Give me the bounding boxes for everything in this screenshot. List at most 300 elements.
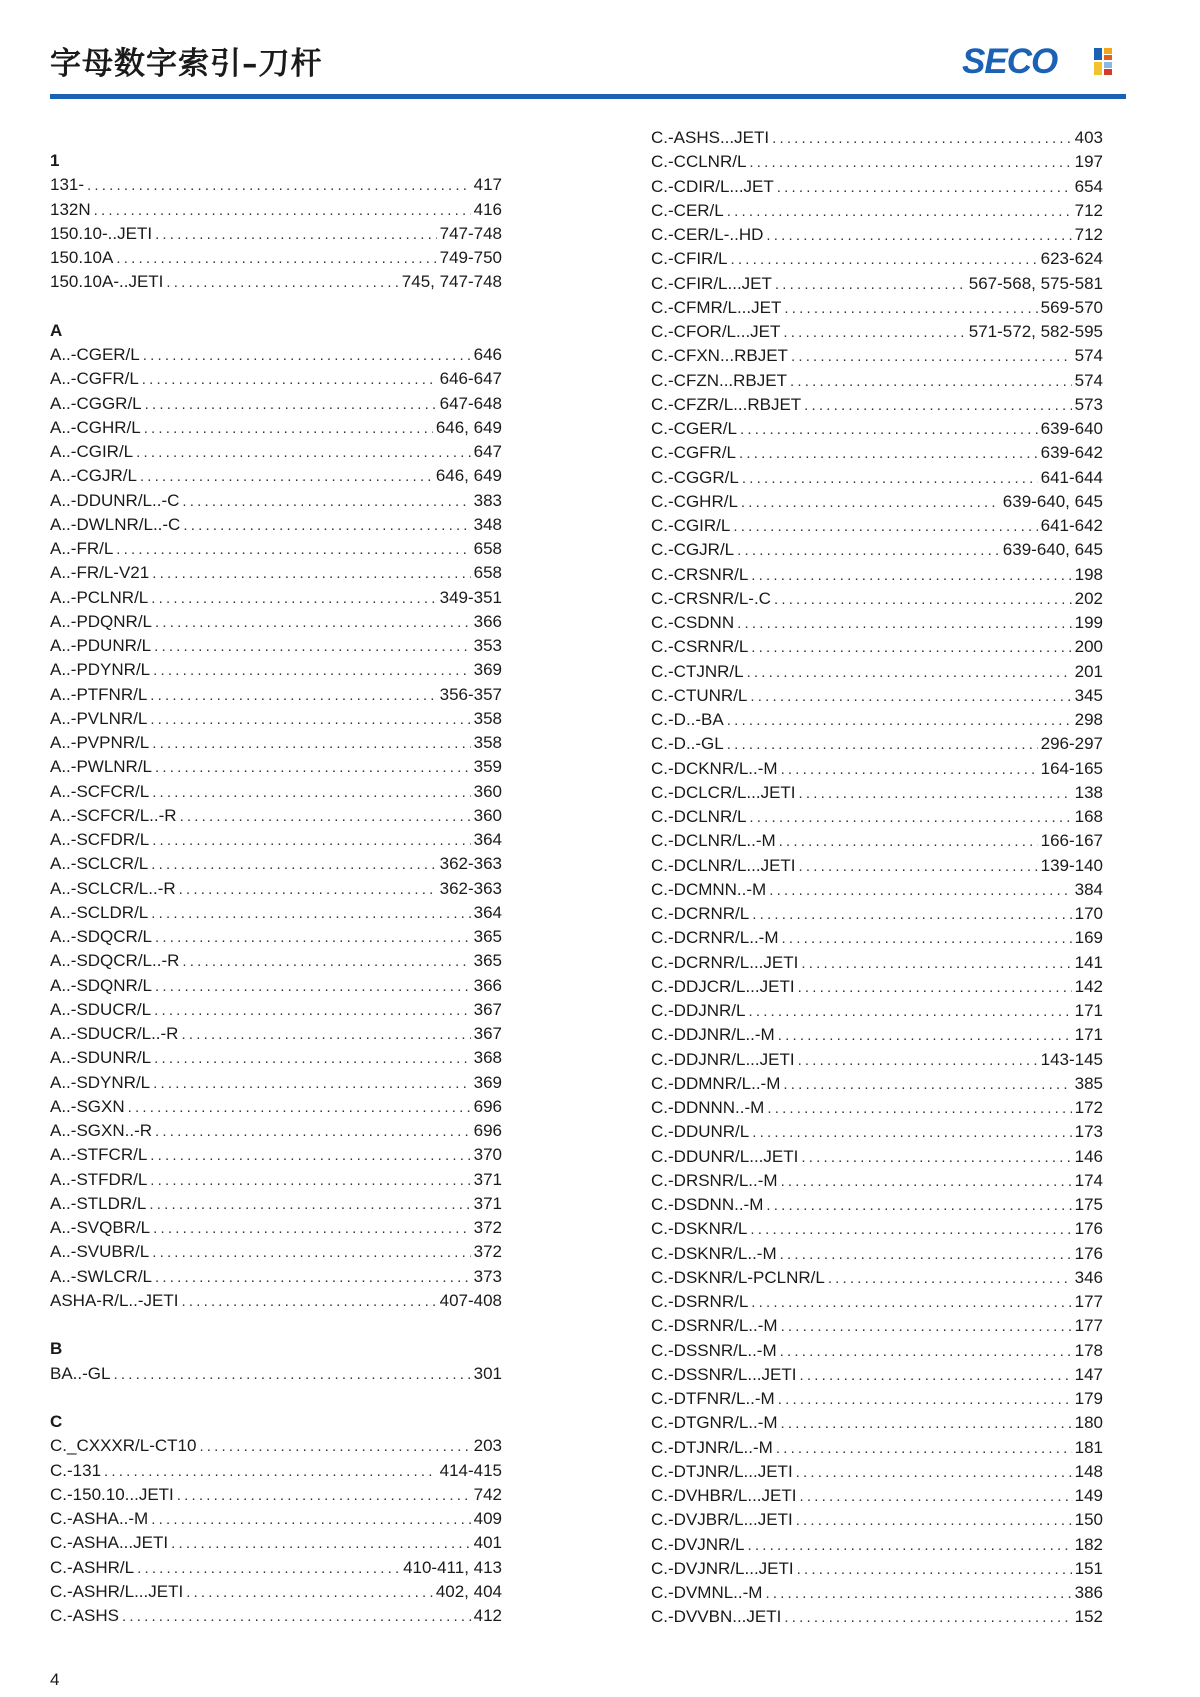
- index-entry: [50, 513, 502, 537]
- entry-page: 349-351: [439, 587, 502, 607]
- entry-page: 410-411, 413: [403, 1557, 502, 1577]
- dot-leader: [150, 1144, 470, 1168]
- index-entry: [651, 1484, 1103, 1508]
- index-entry: [50, 489, 502, 513]
- entry-page: 369: [473, 1072, 502, 1092]
- entry-code: C.-CCLNR/L: [651, 152, 747, 172]
- dot-leader: [769, 879, 1071, 903]
- entry-page: 371: [473, 1193, 502, 1213]
- dot-leader: [152, 1241, 470, 1265]
- index-entry: [651, 441, 1103, 465]
- entry-code: A..-CGIR/L: [50, 442, 134, 461]
- dot-leader: [151, 587, 436, 611]
- entry-code: A..-SGXN: [50, 1096, 125, 1116]
- index-entry: [50, 852, 502, 876]
- dot-leader: [776, 1437, 1072, 1461]
- entry-code: A..-SWLCR/L: [50, 1266, 153, 1286]
- dot-leader: [155, 1266, 471, 1290]
- index-entry: [50, 634, 502, 658]
- index-entry: [651, 1096, 1103, 1120]
- dot-leader: [182, 490, 470, 514]
- entry-page: 372: [473, 1218, 502, 1237]
- entry-code: C.-CRSNR/L: [651, 564, 749, 584]
- index-entry: [651, 417, 1103, 441]
- section-letter: B: [50, 1339, 63, 1359]
- dot-leader: [727, 733, 1038, 757]
- entry-page: 365: [473, 927, 502, 946]
- entry-code: C.-DDUNR/L: [651, 1122, 750, 1142]
- dot-leader: [790, 370, 1072, 394]
- entry-code: C.-CFIR/L: [651, 249, 728, 269]
- entry-page: 182: [1074, 1534, 1103, 1554]
- entry-page: 358: [473, 733, 502, 752]
- dot-leader: [750, 685, 1071, 709]
- entry-code: 132N: [50, 199, 91, 219]
- entry-page: 386: [1074, 1583, 1103, 1602]
- dot-leader: [137, 1557, 400, 1581]
- index-entry: [50, 755, 502, 779]
- dot-leader: [152, 829, 470, 853]
- entry-page: 356-357: [439, 684, 502, 704]
- entry-code: C.-CRSNR/L-.C: [651, 588, 771, 608]
- dot-leader: [741, 491, 1000, 515]
- entry-page: 745, 747-748: [401, 272, 502, 292]
- entry-code: C.-DCMNN..-M: [651, 879, 767, 899]
- index-entry: [651, 1605, 1103, 1629]
- entry-page: 646, 649: [435, 417, 502, 437]
- dot-leader: [116, 538, 470, 562]
- index-entry: [50, 1362, 502, 1386]
- index-entry: [651, 175, 1103, 199]
- entry-code: C.-131: [50, 1460, 102, 1480]
- index-entry: [651, 1266, 1103, 1290]
- index-entry: [651, 272, 1103, 296]
- entry-page: 639-640, 645: [1002, 540, 1103, 560]
- dot-leader: [177, 1484, 471, 1508]
- index-entry: [651, 902, 1103, 926]
- dot-leader: [142, 368, 437, 392]
- index-entry: [50, 392, 502, 416]
- section-gap: [50, 1386, 502, 1410]
- entry-code: C.-DCKNR/L..-M: [651, 758, 778, 778]
- index-entry: [651, 563, 1103, 587]
- index-entry: [50, 998, 502, 1022]
- entry-code: A..-PWLNR/L: [50, 757, 153, 777]
- index-entry: [651, 757, 1103, 781]
- dot-leader: [779, 830, 1038, 854]
- entry-page: 742: [473, 1484, 502, 1504]
- entry-code: A..-STFDR/L: [50, 1169, 148, 1189]
- entry-code: C.-DDUNR/L...JETI: [651, 1146, 799, 1166]
- index-entry: [651, 926, 1103, 950]
- entry-code: C.-DCRNR/L..-M: [651, 928, 779, 948]
- dot-leader: [781, 1315, 1072, 1339]
- dot-leader: [748, 1534, 1072, 1558]
- entry-page: 417: [473, 175, 502, 195]
- entry-page: 712: [1074, 200, 1103, 220]
- dot-leader: [740, 418, 1038, 442]
- entry-code: A..-PDYNR/L: [50, 660, 151, 680]
- index-entry: [651, 1217, 1103, 1241]
- entry-page: 152: [1074, 1607, 1103, 1627]
- entry-code: A..-SCFCR/L..-R: [50, 805, 177, 825]
- entry-page: 414-415: [439, 1460, 502, 1480]
- dot-leader: [140, 465, 433, 489]
- dot-leader: [150, 684, 436, 708]
- dot-leader: [731, 248, 1038, 272]
- entry-page: 172: [1074, 1098, 1103, 1117]
- dot-leader: [186, 1581, 433, 1605]
- index-entry: [651, 1314, 1103, 1338]
- index-entry: [50, 1289, 502, 1313]
- dot-leader: [742, 467, 1038, 491]
- dot-leader: [122, 1605, 471, 1629]
- dot-leader: [775, 273, 966, 297]
- entry-code: A..-SGXN..-R: [50, 1121, 153, 1140]
- entry-code: C.-DCRNR/L: [651, 904, 750, 923]
- entry-code: C.-CTJNR/L: [651, 661, 744, 681]
- entry-code: C.-CGGR/L: [651, 467, 739, 487]
- entry-code: C.-DVMNL..-M: [651, 1583, 763, 1602]
- dot-leader: [154, 1047, 471, 1071]
- index-entry: [50, 974, 502, 998]
- index-entry: [50, 901, 502, 925]
- index-entry: [50, 1507, 502, 1531]
- entry-code: C.-CDIR/L...JET: [651, 176, 774, 196]
- dot-leader: [116, 247, 436, 271]
- dot-leader: [782, 927, 1072, 951]
- entry-code: C.-DSDNN..-M: [651, 1195, 764, 1214]
- entry-page: 747-748: [439, 223, 502, 243]
- entry-page: 177: [1074, 1292, 1103, 1311]
- entry-page: 696: [473, 1121, 502, 1140]
- dot-leader: [796, 1461, 1072, 1485]
- index-entry: [651, 732, 1103, 756]
- entry-page: 641-644: [1040, 467, 1103, 487]
- entry-code: C.-DDJNR/L: [651, 1001, 746, 1020]
- entry-page: 178: [1074, 1340, 1103, 1360]
- entry-page: 142: [1074, 976, 1103, 996]
- entry-page: 176: [1074, 1243, 1103, 1263]
- dot-leader: [781, 1412, 1072, 1436]
- index-entry: [651, 878, 1103, 902]
- entry-page: 647-648: [439, 393, 502, 413]
- entry-code: A..-PTFNR/L: [50, 684, 148, 704]
- dot-leader: [155, 611, 471, 635]
- entry-page: 175: [1074, 1195, 1103, 1214]
- dot-leader: [87, 174, 471, 198]
- entry-page: 367: [473, 999, 502, 1019]
- dot-leader: [737, 539, 1000, 563]
- entry-code: C.-DVJBR/L...JETI: [651, 1510, 793, 1530]
- entry-page: 358: [473, 708, 502, 728]
- entry-code: C.-DDJNR/L..-M: [651, 1025, 775, 1045]
- entry-code: C.-DTFNR/L..-M: [651, 1389, 775, 1408]
- dot-leader: [737, 612, 1072, 636]
- entry-code: C.-DVJNR/L...JETI: [651, 1558, 794, 1578]
- dot-leader: [797, 1558, 1072, 1582]
- index-entry: [50, 367, 502, 391]
- entry-page: 416: [473, 199, 502, 219]
- entry-code: C.-DVJNR/L: [651, 1534, 745, 1554]
- dot-leader: [749, 151, 1071, 175]
- index-entry: [50, 537, 502, 561]
- section-letter: A: [50, 320, 63, 340]
- dot-leader: [799, 1364, 1071, 1388]
- entry-code: C.-DDJNR/L...JETI: [651, 1049, 795, 1069]
- dot-leader: [150, 1169, 470, 1193]
- index-entry: [651, 1533, 1103, 1557]
- entry-page: 402, 404: [435, 1581, 502, 1601]
- index-entry: [50, 804, 502, 828]
- index-entry: [651, 1557, 1103, 1581]
- index-entry: [651, 223, 1103, 247]
- index-entry: [50, 1483, 502, 1507]
- entry-page: 296-297: [1040, 734, 1103, 754]
- entry-page: 197: [1074, 152, 1103, 172]
- entry-page: 179: [1074, 1389, 1103, 1408]
- index-entry: [651, 1508, 1103, 1532]
- index-entry: [50, 1434, 502, 1458]
- dot-leader: [149, 1193, 470, 1217]
- dot-leader: [166, 271, 398, 295]
- entry-page: 298: [1074, 710, 1103, 729]
- entry-page: 173: [1074, 1122, 1103, 1142]
- dot-leader: [828, 1267, 1072, 1291]
- index-entry: [50, 1580, 502, 1604]
- dot-leader: [104, 1460, 437, 1484]
- entry-page: 360: [473, 781, 502, 801]
- dot-leader: [783, 1073, 1071, 1097]
- entry-code: C.-CFXN...RBJET: [651, 346, 788, 366]
- seco-logo: [962, 42, 1127, 81]
- entry-code: C.-DTJNR/L..-M: [651, 1437, 773, 1457]
- dot-leader: [752, 1121, 1071, 1145]
- dot-leader: [152, 562, 470, 586]
- dot-leader: [145, 393, 437, 417]
- entry-page: 412: [473, 1606, 502, 1625]
- index-entry: [651, 1411, 1103, 1435]
- dot-leader: [747, 661, 1072, 685]
- dot-leader: [152, 732, 470, 756]
- entry-page: 364: [473, 830, 502, 849]
- dot-leader: [733, 515, 1037, 539]
- index-entry: [651, 126, 1103, 150]
- entry-page: 401: [473, 1533, 502, 1553]
- entry-code: C.-ASHR/L...JETI: [50, 1581, 184, 1601]
- entry-code: A..-SDUNR/L: [50, 1048, 152, 1068]
- page-title: 字母数字索引–刀杆: [50, 46, 323, 82]
- dot-leader: [727, 200, 1072, 224]
- entry-code: 150.10A: [50, 248, 114, 267]
- dot-leader: [798, 976, 1072, 1000]
- index-entry: [50, 222, 502, 246]
- dot-leader: [155, 1120, 471, 1144]
- entry-page: 147: [1074, 1364, 1103, 1384]
- entry-code: C.-DVVBN...JETI: [651, 1607, 782, 1627]
- entry-page: 166-167: [1040, 831, 1103, 851]
- entry-page: 369: [473, 660, 502, 680]
- entry-code: C.-DSRNR/L..-M: [651, 1316, 778, 1336]
- index-entry: [651, 1387, 1103, 1411]
- entry-code: A..-SCFDR/L: [50, 830, 150, 849]
- entry-code: C.-DSKNR/L-PCLNR/L: [651, 1267, 825, 1287]
- entry-code: A..-CGJR/L: [50, 466, 137, 486]
- entry-page: 385: [1074, 1073, 1103, 1093]
- entry-code: C.-DSSNR/L...JETI: [651, 1364, 797, 1384]
- dot-leader: [739, 442, 1038, 466]
- entry-page: 749-750: [439, 248, 502, 267]
- entry-code: C.-CSDNN: [651, 613, 735, 632]
- dot-leader: [777, 176, 1072, 200]
- entry-page: 202: [1074, 588, 1103, 608]
- entry-code: A..-PVLNR/L: [50, 708, 148, 728]
- index-entry: [651, 1048, 1103, 1072]
- entry-code: C.-CGHR/L: [651, 491, 738, 511]
- entry-code: C.-CGFR/L: [651, 443, 736, 463]
- entry-page: 646-647: [439, 369, 502, 389]
- index-entry: [651, 805, 1103, 829]
- index-entry: [651, 854, 1103, 878]
- logo-color-blocks-icon: [1094, 48, 1120, 76]
- entry-code: C.-CSRNR/L: [651, 637, 749, 657]
- entry-page: 367: [473, 1024, 502, 1043]
- index-entry: [50, 877, 502, 901]
- entry-page: 573: [1074, 394, 1103, 414]
- entry-code: A..-SDQCR/L..-R: [50, 951, 180, 971]
- dot-leader: [153, 1217, 470, 1241]
- entry-code: C.-DDMNR/L..-M: [651, 1073, 781, 1093]
- dot-leader: [766, 1194, 1071, 1218]
- entry-page: 658: [473, 563, 502, 583]
- entry-page: 623-624: [1040, 249, 1103, 269]
- entry-page: 177: [1074, 1316, 1103, 1336]
- index-entry: [651, 320, 1103, 344]
- entry-code: A..-FR/L: [50, 539, 114, 558]
- index-entry: [50, 925, 502, 949]
- index-entry: [651, 490, 1103, 514]
- dot-leader: [765, 1582, 1071, 1606]
- index-entry: [50, 1216, 502, 1240]
- entry-page: 201: [1074, 661, 1103, 681]
- entry-page: 712: [1074, 225, 1103, 244]
- index-entry: [50, 683, 502, 707]
- entry-page: 301: [473, 1363, 502, 1383]
- dot-leader: [183, 514, 470, 538]
- dot-leader: [152, 781, 470, 805]
- dot-leader: [750, 1218, 1071, 1242]
- entry-page: 370: [473, 1145, 502, 1165]
- index-entry: [651, 1242, 1103, 1266]
- index-entry: [651, 1363, 1103, 1387]
- entry-code: ASHA-R/L..-JETI: [50, 1290, 179, 1310]
- entry-code: C.-CER/L: [651, 200, 724, 220]
- entry-page: 360: [473, 805, 502, 825]
- entry-code: A..-SDYNR/L: [50, 1072, 151, 1092]
- entry-page: 168: [1074, 807, 1103, 826]
- entry-page: 403: [1074, 128, 1103, 147]
- entry-code: A..-STLDR/L: [50, 1193, 147, 1213]
- entry-page: 567-568, 575-581: [968, 273, 1103, 293]
- index-entry: [651, 466, 1103, 490]
- entry-page: 407-408: [439, 1290, 502, 1310]
- entry-page: 365: [473, 951, 502, 971]
- dot-leader: [94, 199, 471, 223]
- entry-page: 353: [473, 636, 502, 655]
- dot-leader: [171, 1532, 471, 1556]
- entry-code: C.-DSKNR/L: [651, 1219, 748, 1239]
- index-entry: [50, 1556, 502, 1580]
- index-entry: [651, 1169, 1103, 1193]
- dot-leader: [781, 758, 1038, 782]
- dot-leader: [783, 321, 965, 345]
- entry-page: 170: [1074, 904, 1103, 923]
- entry-page: 345: [1074, 685, 1103, 705]
- index-entry: [651, 1290, 1103, 1314]
- dot-leader: [153, 1072, 470, 1096]
- index-entry: [50, 949, 502, 973]
- index-entry: [651, 708, 1103, 732]
- dot-leader: [804, 394, 1071, 418]
- entry-page: 639-640, 645: [1002, 491, 1103, 511]
- entry-code: A..-CGER/L: [50, 345, 140, 364]
- index-entry: [50, 1095, 502, 1119]
- section-gap: [50, 1313, 502, 1337]
- index-entry: [651, 587, 1103, 611]
- index-entry: [50, 1265, 502, 1289]
- index-entry: [651, 975, 1103, 999]
- right-index-column: [651, 126, 1103, 1630]
- index-entry: [50, 1240, 502, 1264]
- entry-page: 371: [473, 1169, 502, 1189]
- entry-code: C.-CFZN...RBJET: [651, 370, 787, 390]
- entry-page: 654: [1074, 176, 1103, 196]
- index-entry: [651, 247, 1103, 271]
- dot-leader: [150, 708, 470, 732]
- index-entry: [651, 1581, 1103, 1605]
- entry-code: C.-ASHA...JETI: [50, 1533, 169, 1553]
- index-entry: [50, 610, 502, 634]
- dot-leader: [778, 1024, 1072, 1048]
- index-entry: [651, 514, 1103, 538]
- dot-leader: [199, 1435, 470, 1459]
- entry-code: C.-ASHR/L: [50, 1557, 135, 1577]
- index-entry: [651, 344, 1103, 368]
- dot-leader: [151, 902, 470, 926]
- entry-code: C.-D..-GL: [651, 734, 724, 754]
- index-entry: [651, 611, 1103, 635]
- index-entry: [50, 731, 502, 755]
- entry-page: 696: [473, 1096, 502, 1116]
- dot-leader: [778, 1388, 1072, 1412]
- dot-leader: [767, 1097, 1071, 1121]
- section-letter: C: [50, 1412, 63, 1431]
- dot-leader: [752, 903, 1071, 927]
- entry-page: 571-572, 582-595: [968, 322, 1103, 341]
- dot-leader: [751, 1291, 1071, 1315]
- entry-code: C.-DTGNR/L..-M: [651, 1413, 778, 1433]
- index-entry: [50, 658, 502, 682]
- entry-code: A..-CGGR/L: [50, 393, 142, 413]
- index-entry: [50, 1022, 502, 1046]
- entry-code: C.-150.10...JETI: [50, 1484, 174, 1504]
- dot-leader: [154, 635, 471, 659]
- entry-code: C.-DDJCR/L...JETI: [651, 976, 795, 996]
- entry-page: 146: [1074, 1146, 1103, 1166]
- entry-code: A..-STFCR/L: [50, 1145, 148, 1165]
- dot-leader: [799, 782, 1072, 806]
- entry-code: A..-PVPNR/L: [50, 733, 150, 752]
